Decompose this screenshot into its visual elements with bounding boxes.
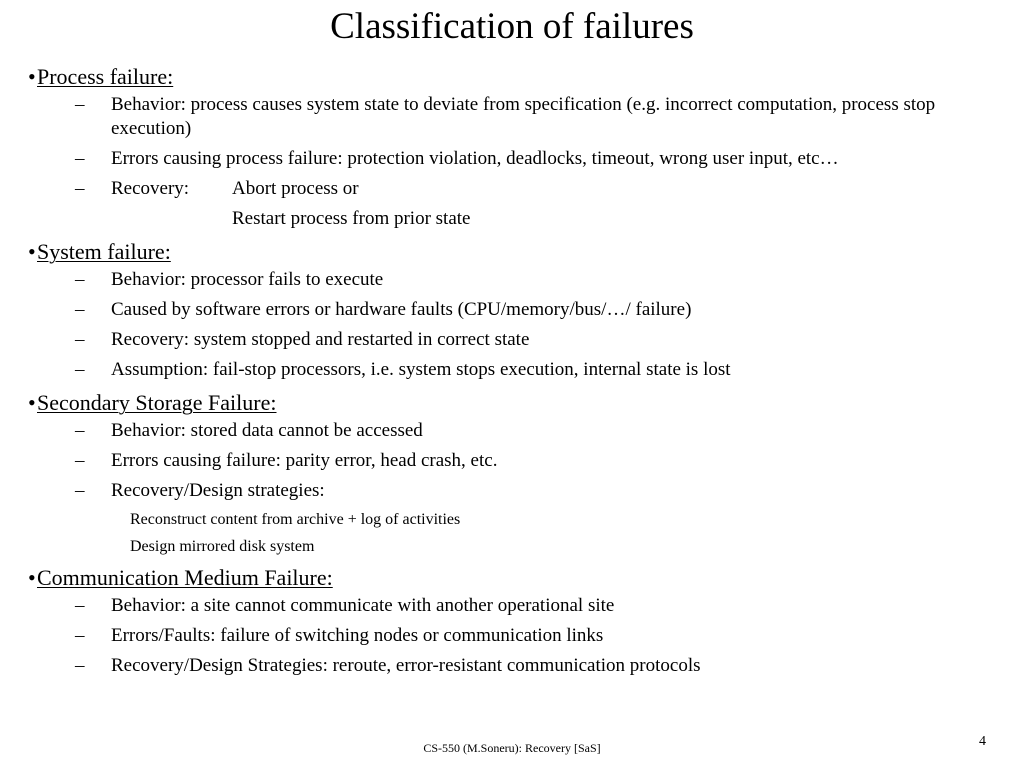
dash-icon: –	[75, 269, 85, 290]
item-text: Recovery: system stopped and restarted in correct state	[111, 329, 530, 350]
recovery-first: Abort process or	[232, 178, 359, 199]
dash-icon: –	[75, 480, 85, 501]
section-heading	[28, 388, 998, 419]
list-item	[28, 328, 998, 352]
sub-list-item: Reconstruct content from archive + log of activities	[130, 511, 461, 528]
item-text: Errors/Faults: failure of switching nodes or communication links	[111, 625, 604, 646]
list-item	[28, 449, 998, 473]
recovery-second: Restart process from prior state	[232, 208, 471, 229]
section-process-failure	[28, 62, 998, 231]
dash-icon: –	[75, 299, 85, 320]
item-text: Behavior: stored data cannot be accessed	[111, 420, 423, 441]
bullet-icon: •	[28, 239, 36, 264]
dash-icon: –	[75, 94, 85, 115]
recovery-label: Recovery:	[111, 178, 190, 199]
item-text: Behavior: processor fails to execute	[111, 269, 384, 290]
list-item	[28, 358, 998, 382]
list-item	[28, 268, 998, 292]
dash-icon: –	[75, 595, 85, 616]
section-secondary-storage-failure	[28, 388, 998, 557]
item-text: Behavior: process causes system state to deviate from specification (e.g. incorrect computation, process stop execution)	[111, 94, 936, 139]
dash-icon: –	[75, 359, 85, 380]
heading-text: Secondary Storage Failure:	[37, 390, 277, 415]
item-text: Recovery/Design strategies:	[111, 480, 325, 501]
list-item	[28, 93, 998, 141]
slide-title: Classification of failures	[330, 6, 694, 47]
item-text: Errors causing failure: parity error, head crash, etc.	[111, 450, 498, 471]
section-system-failure	[28, 237, 998, 382]
bullet-icon: •	[28, 565, 36, 590]
section-heading	[28, 563, 998, 594]
item-text: Assumption: fail-stop processors, i.e. system stops execution, internal state is lost	[111, 359, 731, 380]
dash-icon: –	[75, 655, 85, 676]
sub-list-item: Design mirrored disk system	[130, 538, 315, 555]
section-heading	[28, 62, 998, 93]
list-item	[28, 147, 998, 171]
bullet-icon: •	[28, 390, 36, 415]
slide-content	[28, 62, 998, 684]
heading-text: System failure:	[37, 239, 171, 264]
section-communication-medium-failure	[28, 563, 998, 678]
item-text: Recovery/Design Strategies: reroute, error-resistant communication protocols	[111, 655, 701, 676]
list-item	[28, 177, 998, 201]
heading-text: Process failure:	[37, 64, 174, 89]
dash-icon: –	[75, 329, 85, 350]
item-text: Caused by software errors or hardware faults (CPU/memory/bus/…/ failure)	[111, 299, 692, 320]
list-item	[28, 654, 998, 678]
heading-text: Communication Medium Failure:	[37, 565, 333, 590]
list-item	[28, 298, 998, 322]
list-item	[28, 624, 998, 648]
bullet-icon: •	[28, 64, 36, 89]
list-item	[28, 419, 998, 443]
item-text: Errors causing process failure: protection violation, deadlocks, timeout, wrong user input, etc…	[111, 148, 839, 169]
dash-icon: –	[75, 450, 85, 471]
section-heading	[28, 237, 998, 268]
list-item	[28, 479, 998, 503]
dash-icon: –	[75, 178, 85, 199]
item-text: Behavior: a site cannot communicate with another operational site	[111, 595, 615, 616]
dash-icon: –	[75, 420, 85, 441]
page-number: 4	[979, 734, 986, 749]
list-item	[28, 594, 998, 618]
dash-icon: –	[75, 625, 85, 646]
dash-icon: –	[75, 148, 85, 169]
slide-footer: CS-550 (M.Soneru): Recovery [SaS]	[423, 741, 601, 755]
